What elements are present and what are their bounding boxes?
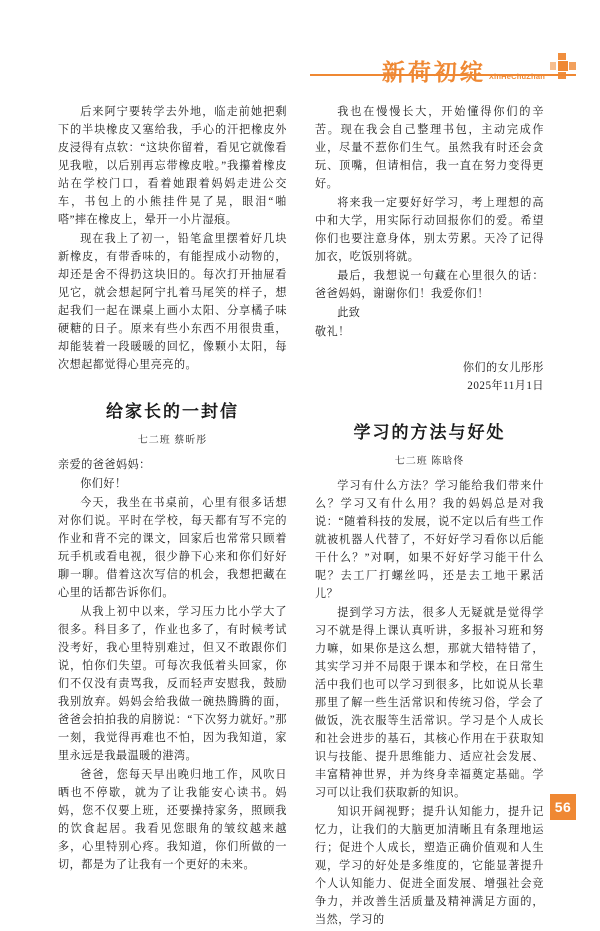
letter-greeting: 你们好！: [80, 478, 127, 491]
letter-signature-block: [315, 360, 544, 396]
masthead-pinyin: XinHeChuZhan: [488, 72, 545, 81]
left-column: [58, 104, 287, 931]
paragraph: 知识开阔视野；提升认知能力，提升记忆力，让我们的大脑更加清晰且有条理地运行；促进个人成长，塑造正确价值观和人生观，学习的好处是多维度的，它能显著提升个人认知能力、促进全面发展、增强社会竞争力，并改善生活质量及精神满足方面的，当然，学习的: [315, 805, 544, 926]
article-byline-study: 七二班 陈晗佟: [394, 456, 465, 468]
paragraph: 后来阿宁要转学去外地，临走前她把剩下的半块橡皮又塞给我，手心的汗把橡皮外皮浸得有点软：“这块你留着，看见它就像看见我啦，以后别再忘带橡皮啦。”我攥着橡皮站在学校门口，看着她跟着妈妈走进公交车，书包上的小熊挂件晃了晃，眼泪“啪嗒”摔在橡皮上，晕开一小片湿痕。: [58, 106, 287, 226]
letter-continued-body: [315, 104, 544, 396]
right-column: [315, 104, 544, 931]
paragraph: 我也在慢慢长大，开始懂得你们的辛苦。现在我会自己整理书包，主动完成作业，尽量不惹你们生气。虽然我有时还会贪玩、顶嘴，但请相信，我一直在努力变得更好。: [315, 106, 544, 190]
paragraph: 最后，我想说一句藏在心里很久的话：爸爸妈妈，谢谢你们！我爱你们！: [315, 269, 544, 300]
paragraph: 将来我一定要好好学习，考上理想的高中和大学，用实际行动回报你们的爱。希望你们也要注意身体，别太劳累。天冷了记得加衣，吃饭别将就。: [315, 196, 544, 263]
letter-body: [58, 457, 287, 874]
paragraph: 从我上初中以来，学习压力比小学大了很多。科目多了，作业也多了，有时候考试没考好，我心里特别难过，但又不敢跟你们说，怕你们失望。可每次我低着头回家，你们不仅没有责骂我，反而轻声安慰我，鼓励我别放弃。妈妈会给我做一碗热腾腾的面，爸爸会拍拍我的肩膀说：“下次努力就好。”那一刻，我觉得再难也不怕，因为我知道，家里永远是我最温暖的港湾。: [58, 606, 287, 762]
paragraph: 现在我上了初一，铅笔盒里摆着好几块新橡皮，有带香味的，有能捏成小动物的，却还是舍不得扔这块旧的。每次打开抽屉看见它，就会想起阿宁扎着马尾笑的样子，想起我们一起在课桌上画小太阳、分享橘子味硬糖的日子。原来有些小东西不用很贵重，却能装着一段暖暖的回忆，像颗小太阳，每次想起都觉得心里亮亮的。: [58, 232, 287, 371]
article-title-study: 学习的方法与好处: [353, 422, 506, 443]
page-header: [382, 46, 576, 86]
article-byline-letter: 七二班 蔡昕彤: [137, 435, 208, 447]
letter-signature: 你们的女儿彤彤: [462, 361, 544, 374]
letter-salutation: 亲爱的爸爸妈妈：: [58, 459, 151, 472]
letter-date: 2025年11月1日: [467, 379, 544, 392]
article-title-letter: 给家长的一封信: [106, 401, 239, 422]
continued-article-body: [58, 104, 287, 375]
square-cluster-icon: [550, 53, 576, 79]
letter-closing-1: 此致: [337, 306, 361, 319]
page-number-badge: 56: [550, 794, 576, 820]
article-columns: [58, 104, 544, 931]
paragraph: 今天，我坐在书桌前，心里有很多话想对你们说。平时在学校，每天都有写不完的作业和背不完的课文，回家后也常常只顾着玩手机或看电视，很少静下心来和你们好好聊一聊。借着这次写信的机会，我想把藏在心里的话都告诉你们。: [58, 497, 287, 600]
masthead: [382, 61, 545, 86]
letter-closing-2: 敬礼！: [315, 325, 350, 338]
paragraph: 学习有什么方法？学习能给我们带来什么？学习又有什么用？我的妈妈总是对我说：“随着科技的发展，说不定以后有些工作就被机器人代替了，不好好学习看你以后能干什么？”对啊，如果不好好学习能干什么呢？去工厂打螺丝吗，还是去工地干累活儿？: [315, 480, 544, 601]
study-article-body: [315, 478, 544, 929]
masthead-title: 新荷初绽: [381, 59, 486, 86]
paragraph: 爸爸，您每天早出晚归地工作，风吹日晒也不停歇，就为了让我能安心读书。妈妈，您不仅要上班，还要操持家务，照顾我的饮食起居。我看见您眼角的皱纹越来越多，心里特别心疼。我知道，你们所做的一切，都是为了让我有一个更好的未来。: [58, 768, 287, 871]
paragraph: 提到学习方法，很多人无疑就是觉得学习不就是得上课认真听讲，多报补习班和努力嘛，如果你是这么想，那就大错特错了，其实学习并不局限于课本和学校，在日常生活中我们也可以学习到很多，比如说从长辈那里了解一些生活常识和传统习俗，学会了做饭，洗衣服等生活常识。学习是个人成长和社会进步的基石，其核心作用在于获取知识与技能、提升思维能力、适应社会发展、丰富精神世界，并为终身幸福奠定基础。学习可以让我们获取新的知识。: [315, 607, 544, 799]
